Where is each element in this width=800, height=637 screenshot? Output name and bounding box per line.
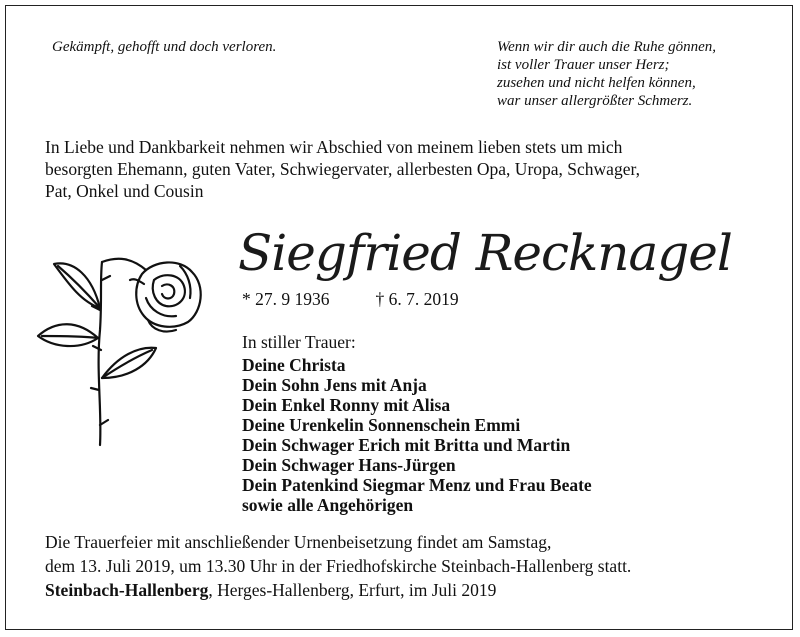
funeral-place-line bbox=[45, 578, 631, 602]
funeral-line: dem 13. Juli 2019, um 13.30 Uhr in der Friedhofskirche Steinbach-Hallenberg statt. bbox=[45, 556, 632, 576]
deceased-name: Siegfried Recknagel bbox=[238, 224, 732, 282]
rose-stem bbox=[99, 262, 102, 445]
birth-date: * 27. 9 1936 bbox=[242, 289, 330, 309]
intro-line: Pat, Onkel und Cousin bbox=[45, 181, 204, 201]
mourner: Dein Sohn Jens mit Anja bbox=[242, 375, 427, 395]
poem-line: zusehen und nicht helfen können, bbox=[497, 75, 696, 91]
funeral-info bbox=[45, 530, 631, 602]
rose-branch bbox=[102, 259, 146, 270]
poem-line: ist voller Trauer unser Herz; bbox=[497, 57, 670, 73]
mourner: Dein Schwager Hans-Jürgen bbox=[242, 455, 456, 475]
mourner: Dein Patenkind Siegmar Menz und Frau Beate bbox=[242, 475, 592, 495]
funeral-place-bold: Steinbach-Hallenberg bbox=[45, 580, 209, 600]
intro-line: besorgten Ehemann, guten Vater, Schwiegervater, allerbesten Opa, Uropa, Schwager, bbox=[45, 159, 640, 179]
mourning-label: In stiller Trauer: bbox=[242, 332, 356, 352]
mourner: Dein Schwager Erich mit Britta und Martin bbox=[242, 435, 571, 455]
funeral-line: Die Trauerfeier mit anschließender Urnenbeisetzung findet am Samstag, bbox=[45, 532, 552, 552]
death-date: † 6. 7. 2019 bbox=[375, 289, 459, 309]
quote-left-line: Gekämpft, gehofft und doch verloren. bbox=[52, 39, 277, 55]
intro-text bbox=[45, 136, 765, 202]
funeral-place-rest: , Herges-Hallenberg, Erfurt, im Juli 2019 bbox=[208, 580, 497, 600]
mourners-list bbox=[242, 355, 592, 515]
mourner: Deine Urenkelin Sonnenschein Emmi bbox=[242, 415, 521, 435]
life-dates bbox=[242, 288, 459, 310]
poem-line: Wenn wir dir auch die Ruhe gönnen, bbox=[497, 39, 717, 55]
mourner: sowie alle Angehörigen bbox=[242, 495, 414, 515]
mourner: Dein Enkel Ronny mit Alisa bbox=[242, 395, 451, 415]
quote-left bbox=[52, 38, 276, 56]
rose-bloom bbox=[130, 262, 201, 331]
quote-right-poem bbox=[497, 38, 716, 110]
mourner: Deine Christa bbox=[242, 355, 346, 375]
poem-line: war unser allergrößter Schmerz. bbox=[497, 93, 693, 109]
rose-illustration bbox=[30, 250, 210, 450]
intro-line: In Liebe und Dankbarkeit nehmen wir Abschied von meinem lieben stets um mich bbox=[45, 137, 623, 157]
